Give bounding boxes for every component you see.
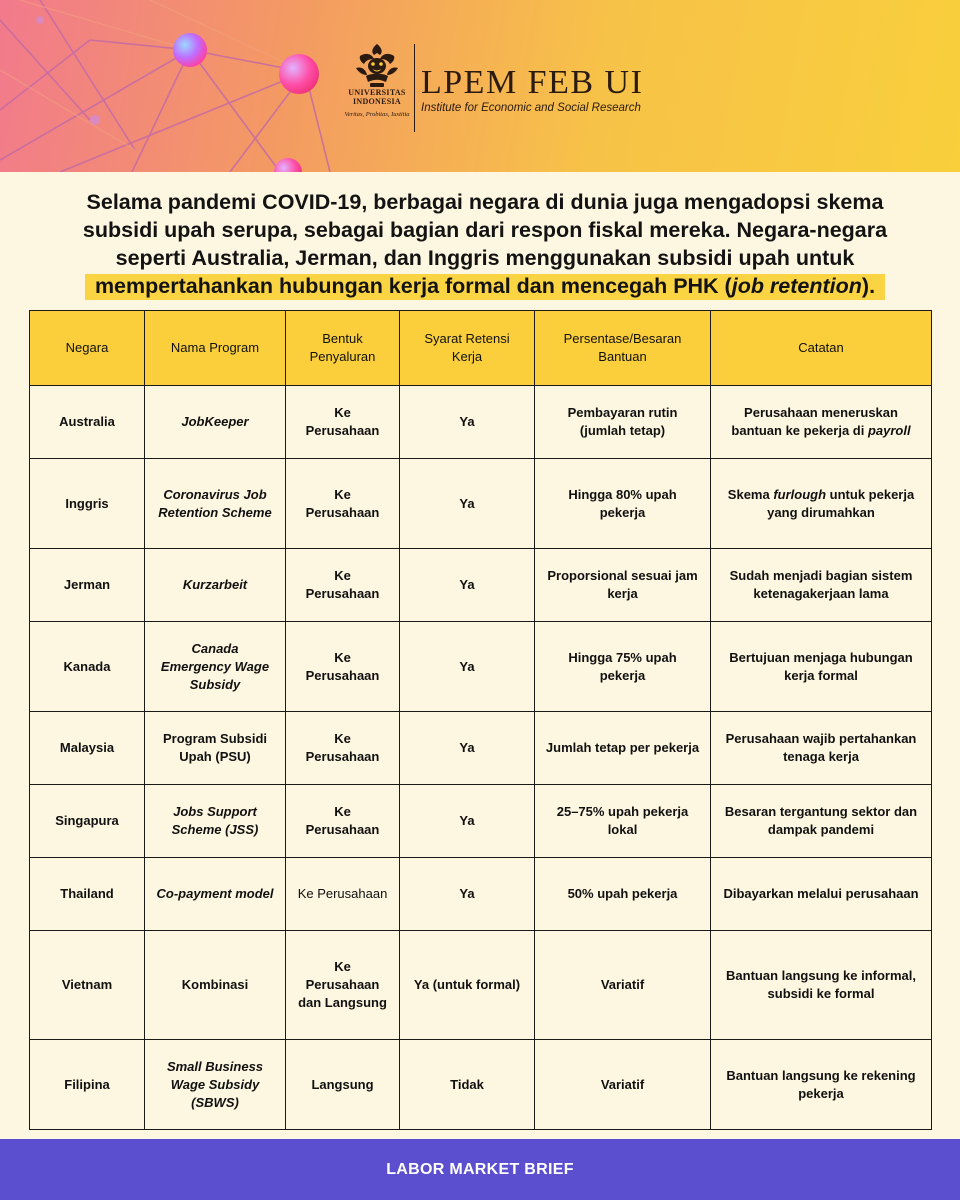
logo-subtitle: Institute for Economic and Social Research <box>421 102 641 114</box>
header-banner <box>0 0 960 172</box>
logo-title: LPEM FEB UI <box>421 64 644 101</box>
cell-channel: Ke Perusahaan dan Langsung <box>286 931 400 1040</box>
header-retention: Syarat Retensi Kerja <box>400 311 535 386</box>
cell-amount: Variatif <box>535 931 711 1040</box>
logo-divider <box>414 44 415 132</box>
cell-country: Inggris <box>30 459 145 549</box>
intro-paragraph <box>40 188 930 300</box>
table-row <box>30 549 932 622</box>
cell-country: Singapura <box>30 785 145 858</box>
intro-highlight: mempertahankan hubungan kerja formal dan mencegah PHK (job retention). <box>85 274 885 300</box>
cell-program: Program Subsidi Upah (PSU) <box>145 712 286 785</box>
header-country: Negara <box>30 311 145 386</box>
cell-country: Jerman <box>30 549 145 622</box>
cell-country: Vietnam <box>30 931 145 1040</box>
cell-amount: Hingga 80% upah pekerja <box>535 459 711 549</box>
cell-channel: Ke Perusahaan <box>286 622 400 712</box>
table-row <box>30 459 932 549</box>
crest-name: UNIVERSITAS INDONESIA <box>348 88 406 106</box>
cell-channel: Ke Perusahaan <box>286 858 400 931</box>
cell-amount: 50% upah pekerja <box>535 858 711 931</box>
cell-retention: Ya <box>400 549 535 622</box>
cell-retention: Tidak <box>400 1040 535 1130</box>
header-notes: Catatan <box>711 311 932 386</box>
table-row <box>30 622 932 712</box>
lpem-logo <box>344 42 644 142</box>
intro-line-2: subsidi upah serupa, sebagai bagian dari respon fiskal mereka. Negara-negara <box>82 218 888 242</box>
cell-retention: Ya <box>400 712 535 785</box>
table-row <box>30 931 932 1040</box>
cell-amount: Hingga 75% upah pekerja <box>535 622 711 712</box>
ui-crest <box>344 42 410 118</box>
cell-channel: Ke Perusahaan <box>286 785 400 858</box>
table-row <box>30 386 932 459</box>
table-row <box>30 785 932 858</box>
intro-highlight-line <box>40 272 930 300</box>
table-header-row <box>30 311 932 386</box>
crest-motto: Veritas, Probitas, Iustitia <box>344 111 410 118</box>
cell-retention: Ya (untuk formal) <box>400 931 535 1040</box>
intro-line-3: seperti Australia, Jerman, dan Inggris menggunakan subsidi upah untuk <box>115 246 855 270</box>
cell-retention: Ya <box>400 622 535 712</box>
cell-notes: Perusahaan meneruskan bantuan ke pekerja di payroll <box>711 386 932 459</box>
cell-program: Jobs Support Scheme (JSS) <box>145 785 286 858</box>
cell-program: Kombinasi <box>145 931 286 1040</box>
cell-amount: Proporsional sesuai jam kerja <box>535 549 711 622</box>
cell-notes: Dibayarkan melalui perusahaan <box>711 858 932 931</box>
cell-program: Kurzarbeit <box>145 549 286 622</box>
table-row <box>30 712 932 785</box>
footer-bar <box>0 1139 960 1200</box>
cell-program: Canada Emergency Wage Subsidy <box>145 622 286 712</box>
cell-program: Small Business Wage Subsidy (SBWS) <box>145 1040 286 1130</box>
header-amount: Persentase/Besaran Bantuan <box>535 311 711 386</box>
header-channel: Bentuk Penyaluran <box>286 311 400 386</box>
cell-notes: Skema furlough untuk pekerja yang dirumahkan <box>711 459 932 549</box>
cell-program: Co-payment model <box>145 858 286 931</box>
cell-notes: Perusahaan wajib pertahankan tenaga kerja <box>711 712 932 785</box>
makara-emblem-icon <box>352 42 402 88</box>
table-row <box>30 1040 932 1130</box>
cell-country: Filipina <box>30 1040 145 1130</box>
cell-channel: Langsung <box>286 1040 400 1130</box>
wage-subsidy-table <box>29 310 932 1130</box>
cell-country: Kanada <box>30 622 145 712</box>
cell-amount: 25–75% upah pekerja lokal <box>535 785 711 858</box>
cell-notes: Bantuan langsung ke rekening pekerja <box>711 1040 932 1130</box>
cell-country: Malaysia <box>30 712 145 785</box>
cell-amount: Jumlah tetap per pekerja <box>535 712 711 785</box>
cell-channel: Ke Perusahaan <box>286 549 400 622</box>
table-row <box>30 858 932 931</box>
cell-notes: Sudah menjadi bagian sistem ketenagakerjaan lama <box>711 549 932 622</box>
footer-label: LABOR MARKET BRIEF <box>386 1161 574 1178</box>
header-program: Nama Program <box>145 311 286 386</box>
cell-country: Australia <box>30 386 145 459</box>
cell-channel: Ke Perusahaan <box>286 386 400 459</box>
logo-text <box>421 42 643 114</box>
cell-notes: Bertujuan menjaga hubungan kerja formal <box>711 622 932 712</box>
cell-notes: Bantuan langsung ke informal, subsidi ke formal <box>711 931 932 1040</box>
cell-program: JobKeeper <box>145 386 286 459</box>
intro-line-1: Selama pandemi COVID-19, berbagai negara di dunia juga mengadopsi skema <box>86 190 884 214</box>
cell-channel: Ke Perusahaan <box>286 459 400 549</box>
cell-retention: Ya <box>400 459 535 549</box>
cell-amount: Pembayaran rutin (jumlah tetap) <box>535 386 711 459</box>
cell-notes: Besaran tergantung sektor dan dampak pandemi <box>711 785 932 858</box>
cell-country: Thailand <box>30 858 145 931</box>
cell-program: Coronavirus Job Retention Scheme <box>145 459 286 549</box>
cell-amount: Variatif <box>535 1040 711 1130</box>
cell-retention: Ya <box>400 386 535 459</box>
cell-retention: Ya <box>400 858 535 931</box>
cell-channel: Ke Perusahaan <box>286 712 400 785</box>
cell-retention: Ya <box>400 785 535 858</box>
